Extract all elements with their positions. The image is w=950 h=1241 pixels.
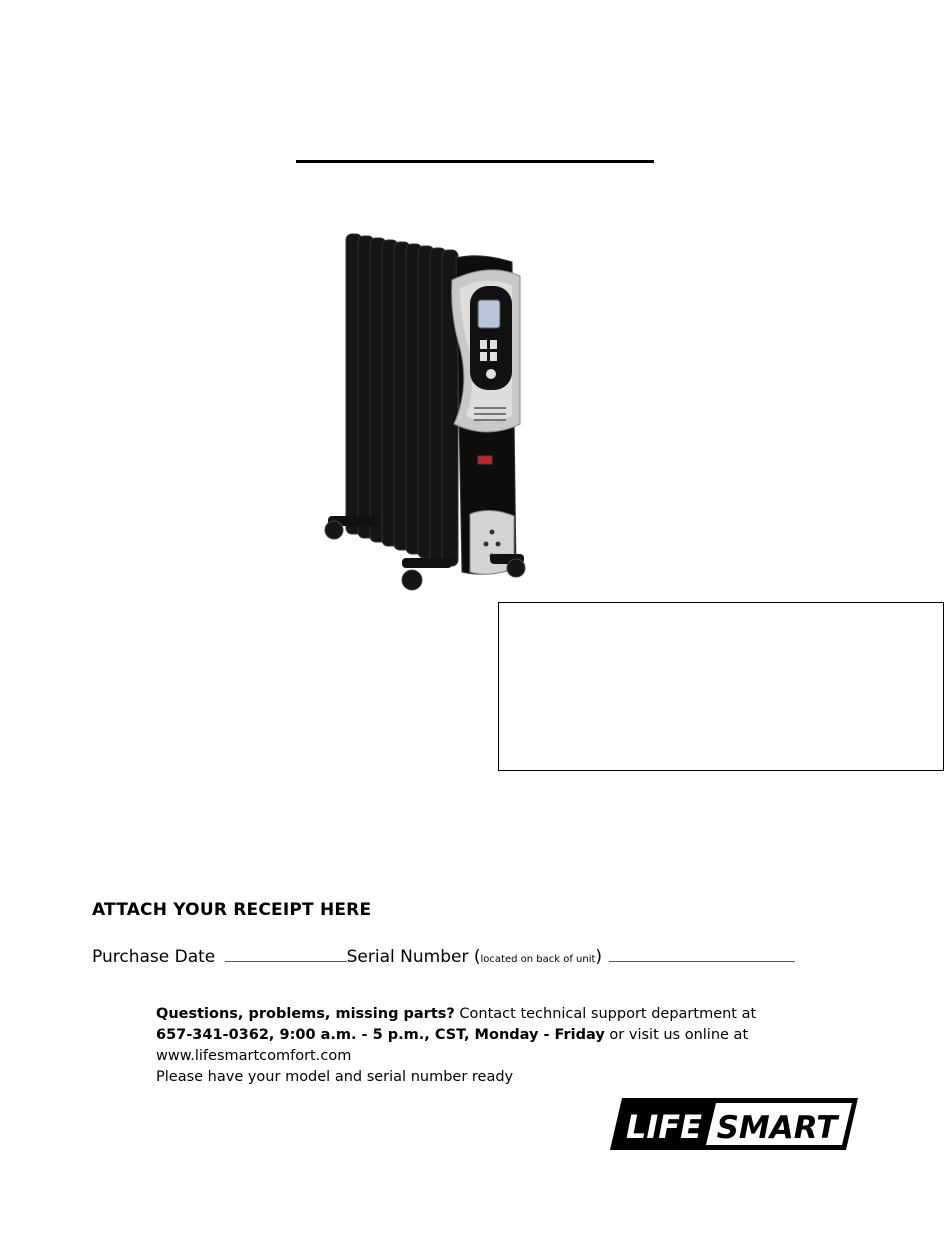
support-phone-hours: 657-341-0362, 9:00 a.m. - 5 p.m., CST, Monday - Friday — [156, 1027, 605, 1043]
title-underline — [296, 160, 654, 163]
purchase-date-blank[interactable] — [225, 947, 347, 962]
support-website[interactable]: www.lifesmartcomfort.com — [156, 1048, 352, 1064]
support-online-text: or visit us online at — [604, 1027, 749, 1043]
support-question: Questions, problems, missing parts? — [156, 1006, 455, 1022]
serial-number-blank[interactable] — [609, 947, 795, 962]
attach-receipt-heading: ATTACH YOUR RECEIPT HERE — [92, 900, 372, 920]
notice-box — [498, 602, 944, 771]
lifesmart-logo — [608, 1096, 860, 1152]
heater-product-image — [320, 228, 535, 598]
logo-word-smart: SMART — [716, 1110, 838, 1146]
serial-number-label: Serial Number — [346, 947, 469, 967]
purchase-date-label: Purchase Date — [92, 947, 216, 967]
purchase-serial-line — [92, 947, 795, 967]
serial-note: located on back of unit — [480, 954, 596, 965]
support-info — [156, 1004, 756, 1088]
support-contact-text: Contact technical support department at — [454, 1006, 757, 1022]
support-line-2 — [156, 1025, 756, 1046]
serial-close-paren: ) — [595, 947, 603, 967]
serial-open-paren: ( — [473, 947, 481, 967]
support-line-1 — [156, 1004, 756, 1025]
logo-word-life: LIFE — [625, 1108, 703, 1146]
support-note: Please have your model and serial number ready — [156, 1069, 514, 1085]
